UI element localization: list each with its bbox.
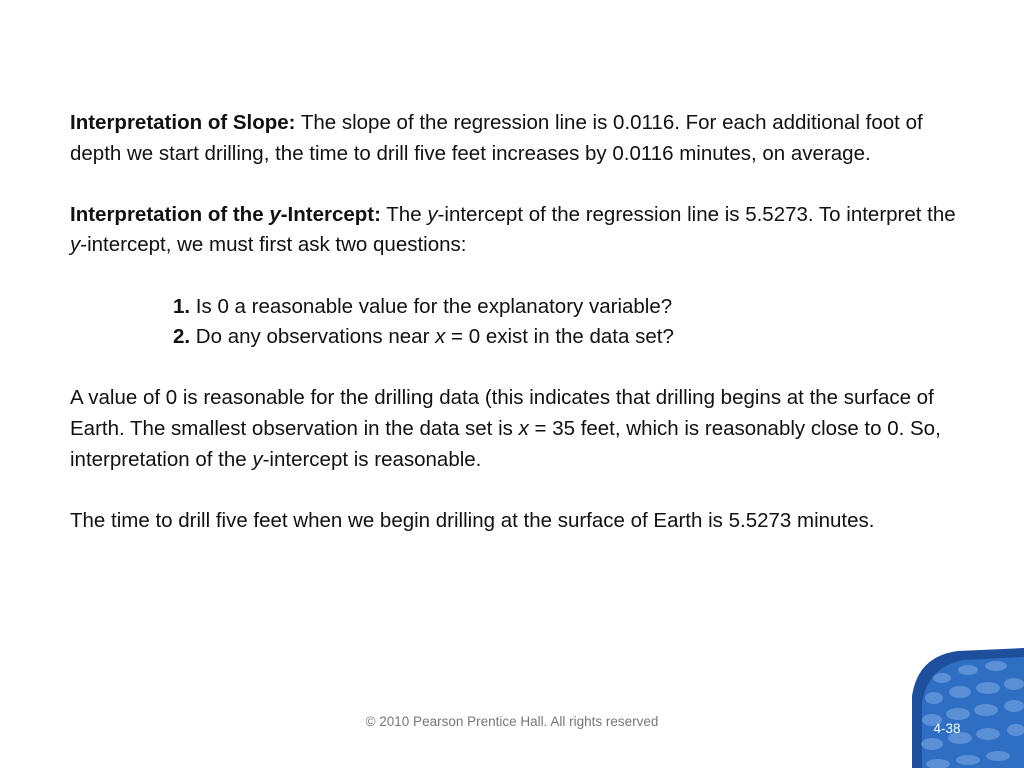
question-1: 1. Is 0 a reasonable value for the explanatory variable? [173,294,673,318]
x-variable: x [435,325,446,349]
slope-heading: Interpretation of Slope: [70,111,296,134]
question-number: 1. [173,294,191,318]
corner-decoration [912,648,1024,768]
spacer [70,475,970,506]
slide-number: 4-38 [933,721,961,736]
y-variable: y [252,447,263,471]
slope-paragraph [70,108,970,169]
intercept-paragraph: Interpretation of the y-Intercept: The y-intercept of the regression line is 5.5273. To interpret the y-intercept, we must first ask two questions: [70,202,956,257]
spacer [70,261,970,292]
question-2: 2. Do any observations near x = 0 exist in the data set? [173,325,674,349]
y-variable: y [427,202,438,226]
reasonable-paragraph: A value of 0 is reasonable for the drilling data (this indicates that drilling begins at the surface of Earth. The smallest observation in the data set is x = 35 feet, which is reasonably close to 0. So, interpretation of the y-intercept is reasonable. [70,386,941,471]
y-variable: y [70,233,81,257]
spacer [70,169,970,200]
spacer [70,353,970,384]
question-number: 2. [173,325,191,349]
slide-body [70,108,970,536]
x-variable: x [518,416,529,440]
y-variable: y [269,202,281,226]
slope-text: The slope of the regression line is 0.0116. For each additional foot of depth we start drilling, the time to drill five feet increases by 0.0116 minutes, on average. [70,111,923,165]
copyright-footer: © 2010 Pearson Prentice Hall. All rights reserved [365,714,659,729]
conclusion-paragraph: The time to drill five feet when we begin drilling at the surface of Earth is 5.5273 minutes. [70,508,875,532]
intercept-heading: Interpretation of the y-Intercept: [70,202,381,226]
